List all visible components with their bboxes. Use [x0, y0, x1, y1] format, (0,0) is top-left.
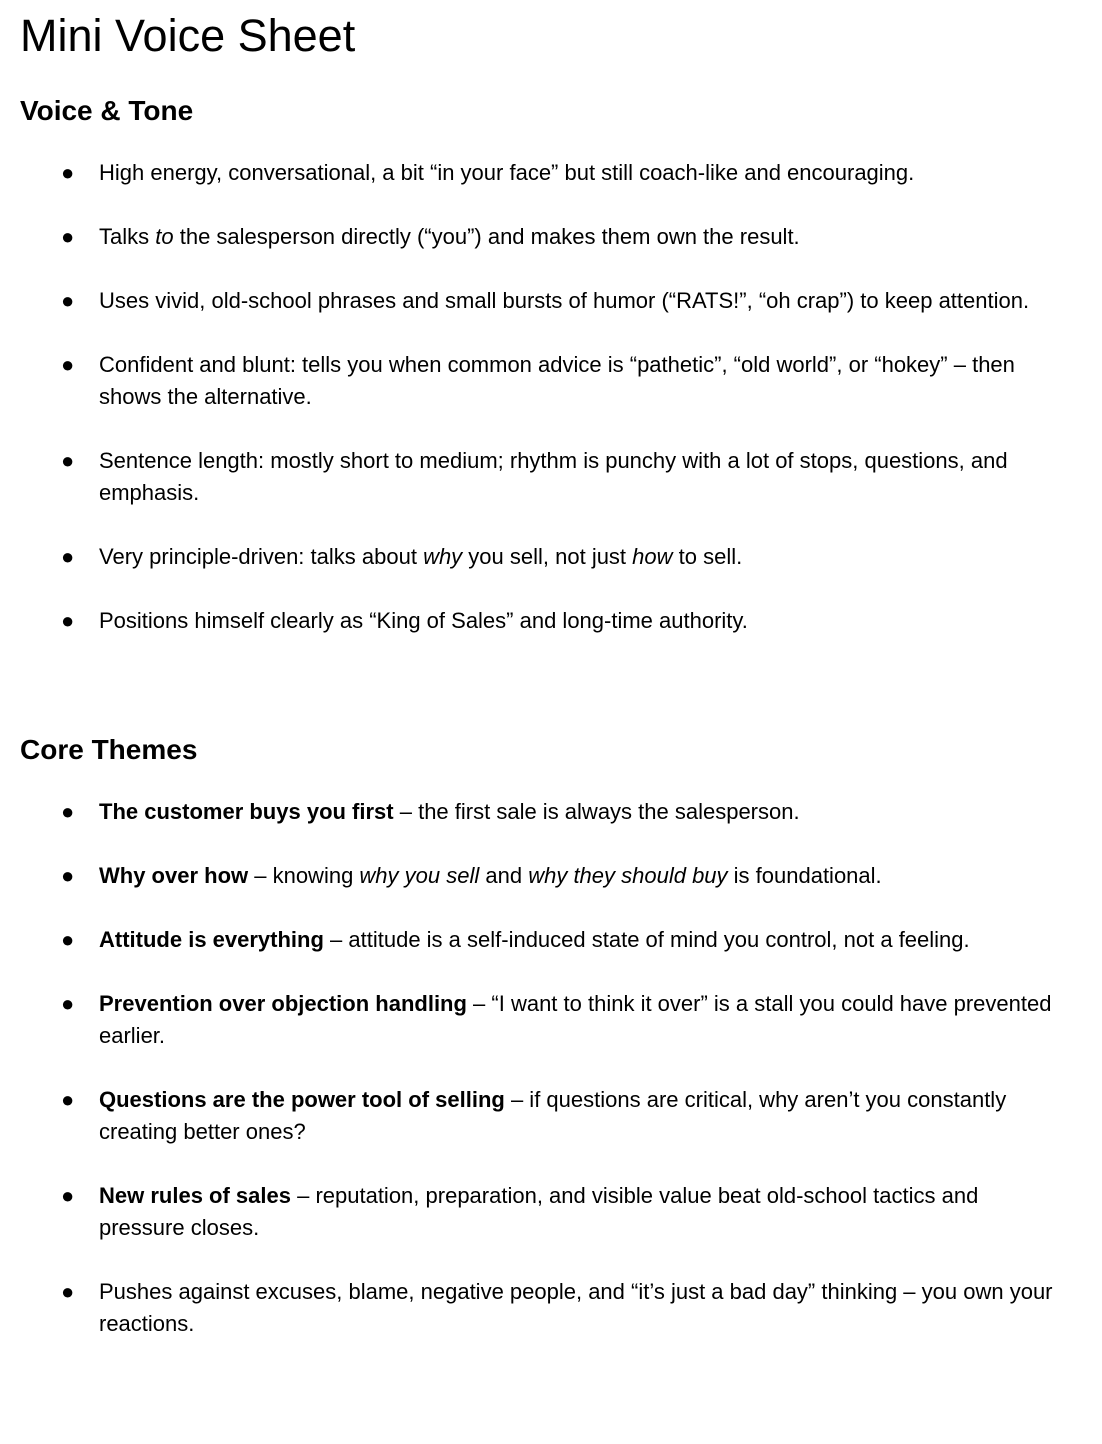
- list-item: [20, 1180, 1060, 1244]
- bullet-icon: ●: [61, 1087, 75, 1112]
- core-themes-heading: Core Themes: [20, 734, 198, 765]
- bullet-icon: ●: [61, 608, 75, 633]
- list-item: [20, 605, 1060, 637]
- voice-tone-heading: Voice & Tone: [20, 95, 194, 126]
- list-item-text: Uses vivid, old-school phrases and small bursts of humor (“RATS!”, “oh crap”) to keep attention.: [99, 288, 1030, 313]
- list-item: [20, 221, 1060, 253]
- list-item-lead: New rules of sales: [99, 1183, 291, 1208]
- list-item: [20, 988, 1060, 1052]
- bullet-icon: ●: [61, 1183, 75, 1208]
- list-item-text: Talks: [99, 224, 156, 249]
- list-item-text: is foundational.: [727, 863, 882, 888]
- list-item: [20, 796, 1060, 828]
- list-item-text: Confident and blunt: tells you when common advice is “pathetic”, “old world”, or “hokey” – then shows the alternative.: [99, 352, 1015, 409]
- list-item-lead: Why over how: [99, 863, 249, 888]
- list-item-lead: Attitude is everything: [99, 927, 324, 952]
- list-item-text: Sentence length: mostly short to medium; rhythm is punchy with a lot of stops, questions, and emphasis.: [99, 448, 1008, 505]
- list-item-lead: The customer buys you first: [99, 799, 394, 824]
- list-item-emphasis: to: [155, 224, 174, 249]
- bullet-icon: ●: [61, 799, 75, 824]
- list-item: [20, 285, 1060, 317]
- list-item-text: Very principle-driven: talks about: [99, 544, 424, 569]
- list-item-text: – the first sale is always the salesperson.: [393, 799, 800, 824]
- list-item: [20, 349, 1060, 413]
- list-item-text: – “I want to think it over” is a stall you could have prevented earlier.: [99, 991, 1052, 1048]
- list-item-emphasis: why they should buy: [528, 863, 728, 888]
- page-title: Mini Voice Sheet: [20, 10, 356, 61]
- list-item-text: Positions himself clearly as “King of Sales” and long-time authority.: [99, 608, 748, 633]
- list-item-emphasis: how: [632, 544, 673, 569]
- bullet-icon: ●: [61, 863, 75, 888]
- bullet-icon: ●: [61, 160, 75, 185]
- list-item: [20, 860, 1060, 892]
- list-item: [20, 445, 1060, 509]
- list-item-text: and: [479, 863, 529, 888]
- list-item-text: to sell.: [672, 544, 743, 569]
- list-item: [20, 1276, 1060, 1340]
- bullet-icon: ●: [61, 288, 75, 313]
- bullet-icon: ●: [61, 224, 75, 249]
- list-item: [20, 157, 1060, 189]
- bullet-icon: ●: [61, 927, 75, 952]
- list-item-lead: Questions are the power tool of selling: [99, 1087, 505, 1112]
- list-item-text: the salesperson directly (“you”) and makes them own the result.: [173, 224, 800, 249]
- core-themes-list: [20, 796, 1060, 1340]
- list-item: [20, 924, 1060, 956]
- list-item-text: – if questions are critical, why aren’t you constantly creating better ones?: [99, 1087, 1007, 1144]
- list-item-text: High energy, conversational, a bit “in your face” but still coach-like and encouraging.: [99, 160, 915, 185]
- list-item-emphasis: why: [423, 544, 463, 569]
- voice-tone-list: [20, 157, 1060, 637]
- bullet-icon: ●: [61, 991, 75, 1016]
- list-item-text: you sell, not just: [462, 544, 633, 569]
- list-item-emphasis: why you sell: [359, 863, 480, 888]
- list-item: [20, 1084, 1060, 1148]
- list-item-lead: Prevention over objection handling: [99, 991, 467, 1016]
- bullet-icon: ●: [61, 1279, 75, 1304]
- list-item-text: – reputation, preparation, and visible value beat old-school tactics and pressure closes.: [99, 1183, 979, 1240]
- list-item: [20, 541, 1060, 573]
- bullet-icon: ●: [61, 448, 75, 473]
- list-item-text: Pushes against excuses, blame, negative people, and “it’s just a bad day” thinking – you own your reactions.: [99, 1279, 1053, 1336]
- bullet-icon: ●: [61, 544, 75, 569]
- list-item-text: – attitude is a self-induced state of mind you control, not a feeling.: [323, 927, 970, 952]
- list-item-text: – knowing: [248, 863, 360, 888]
- bullet-icon: ●: [61, 352, 75, 377]
